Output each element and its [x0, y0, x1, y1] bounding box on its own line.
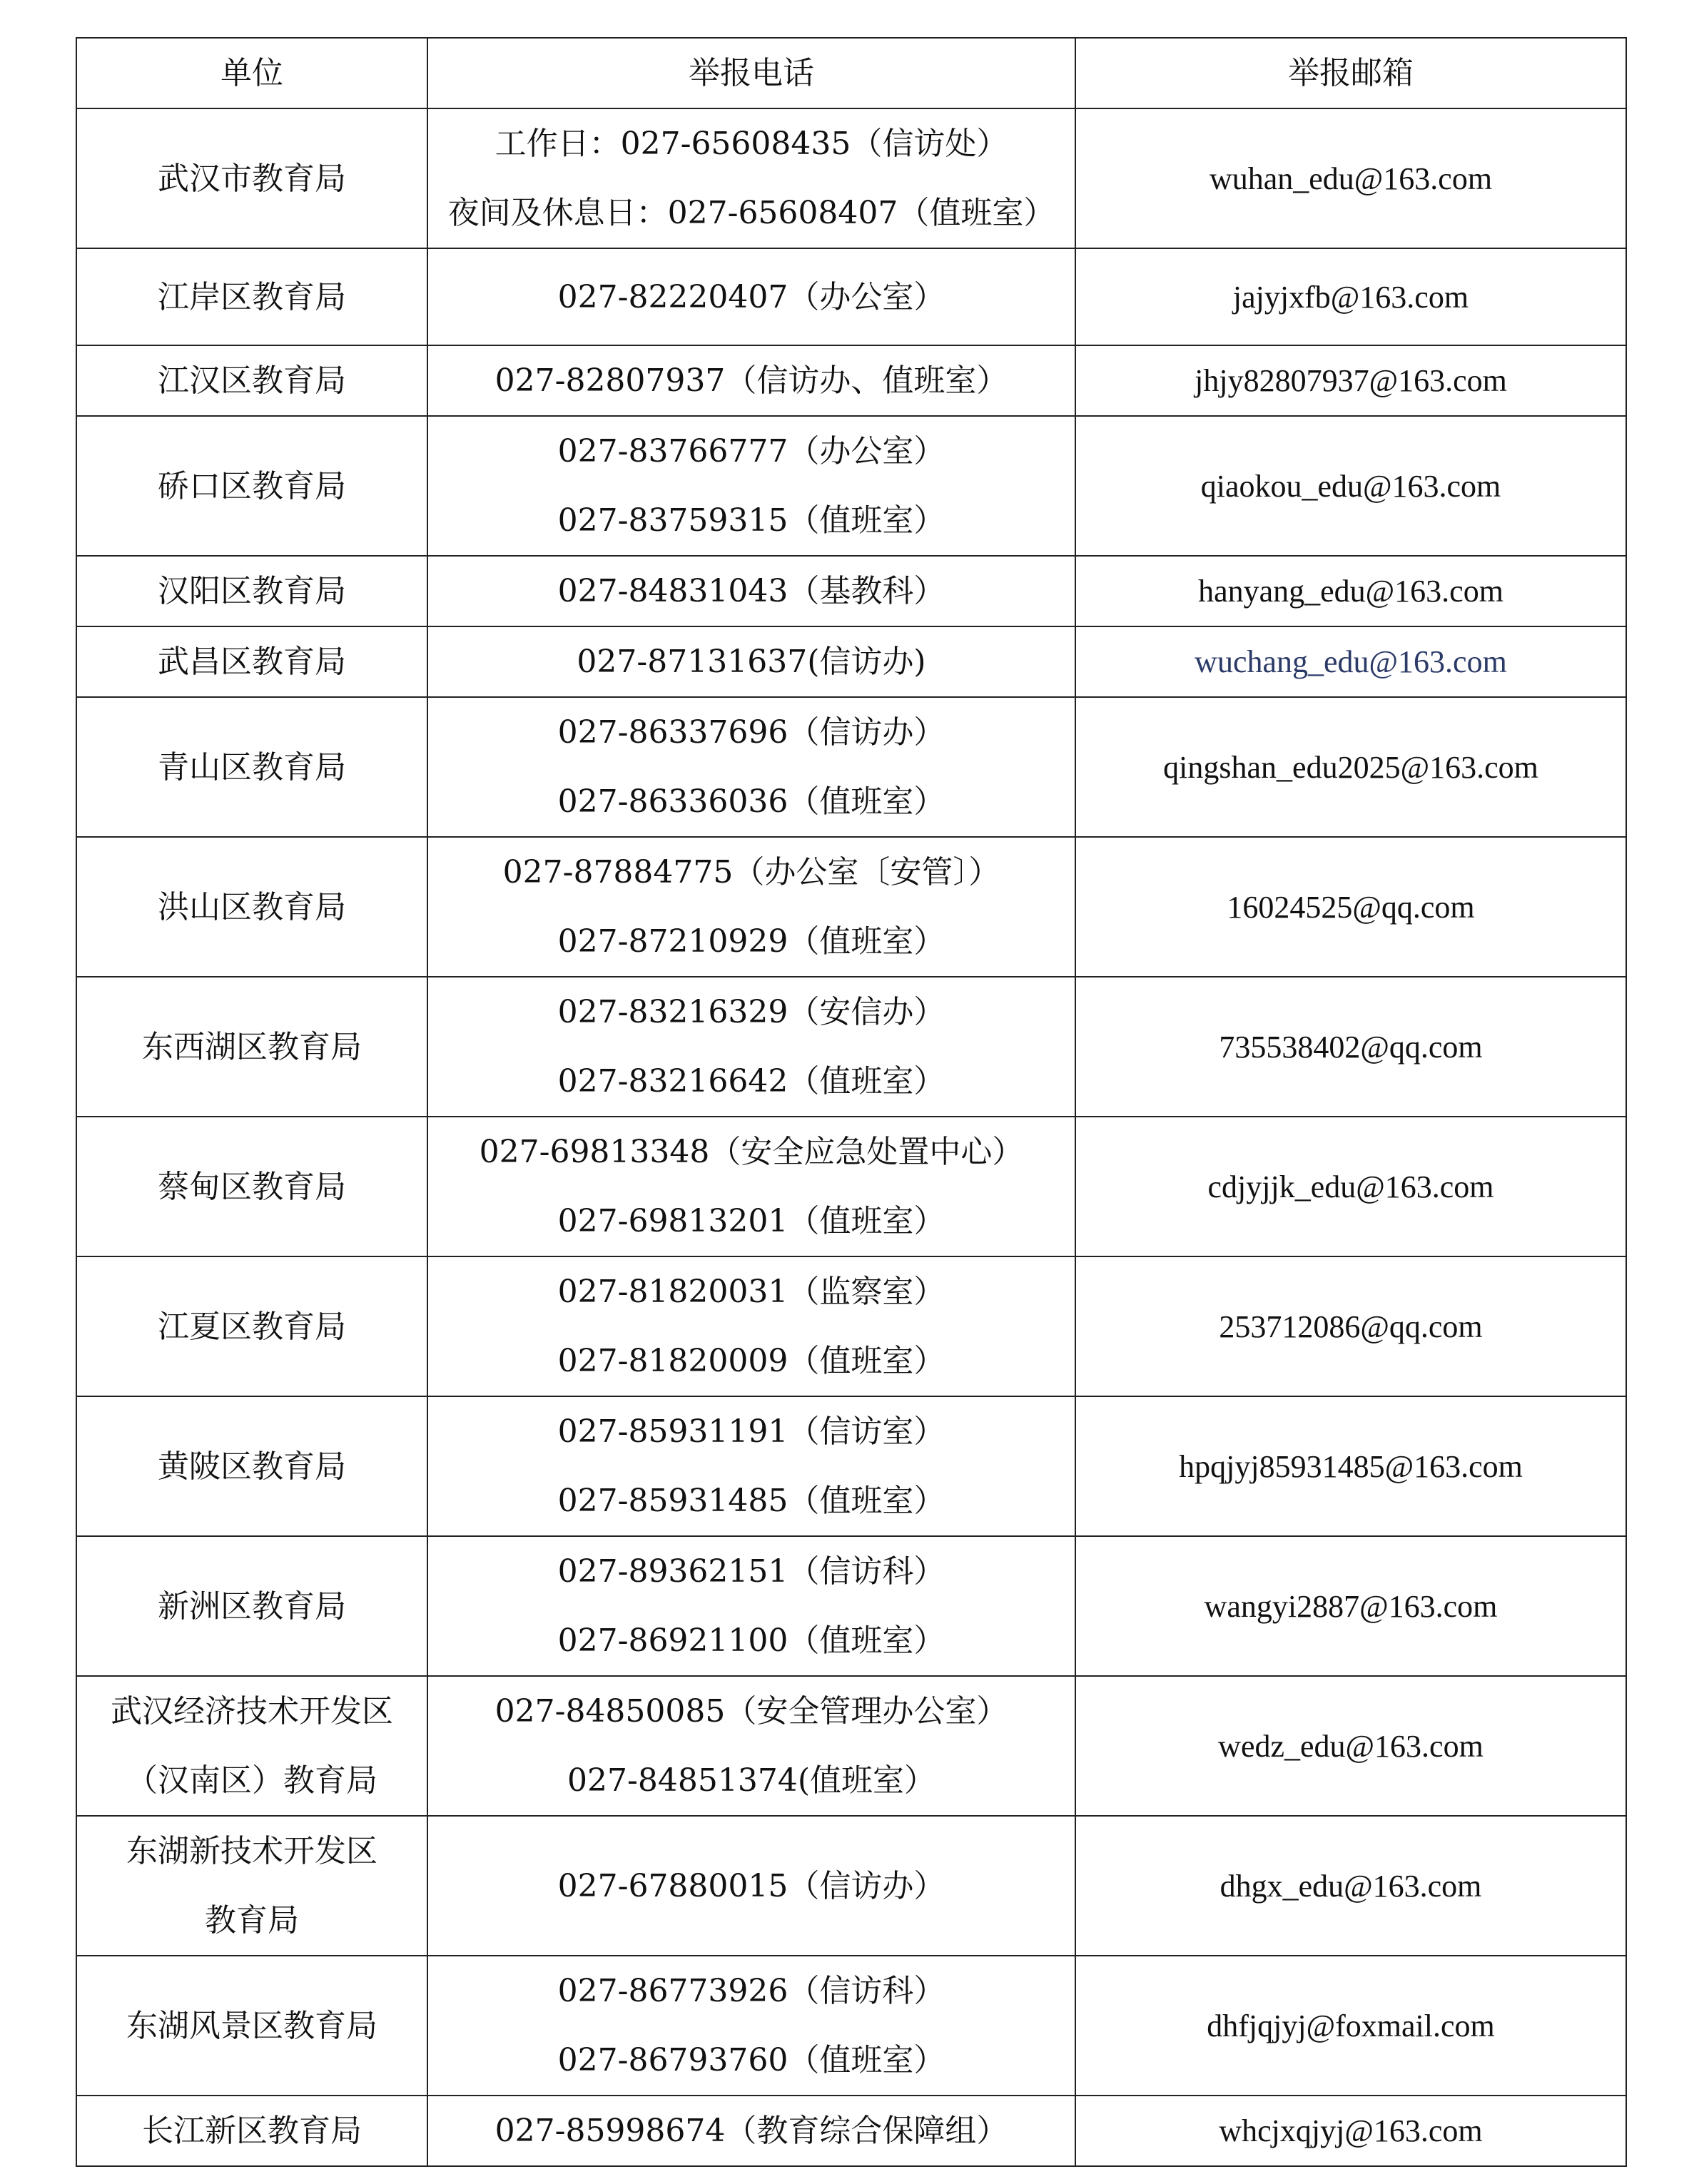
email-address[interactable]: 735538402@qq.com [1075, 977, 1626, 1117]
phone-number: 027-85931191（信访室） [557, 1413, 945, 1450]
email-address[interactable]: 253712086@qq.com [1075, 1256, 1626, 1396]
table-row [76, 1117, 1626, 1256]
phone-cell [427, 1536, 1075, 1676]
unit-name: 武汉经济技术开发区 [111, 1693, 393, 1730]
phone-number: 027-86337696（信访办） [557, 714, 945, 751]
table-row [76, 345, 1626, 416]
header-unit: 单位 [76, 38, 427, 108]
unit-cell [76, 248, 427, 345]
unit-name: 新洲区教育局 [158, 1588, 346, 1625]
phone-cell [427, 1256, 1075, 1396]
unit-name: 洪山区教育局 [158, 888, 346, 925]
unit-name: 东湖风景区教育局 [126, 2007, 377, 2044]
phone-number: 027-86793760（值班室） [557, 2042, 945, 2078]
phone-number: 027-82220407（办公室） [557, 278, 945, 315]
table-row [76, 416, 1626, 556]
phone-cell [427, 556, 1075, 626]
unit-name: 江汉区教育局 [158, 362, 346, 399]
unit-cell [76, 626, 427, 697]
unit-cell [76, 1536, 427, 1676]
unit-name: 东西湖区教育局 [142, 1028, 362, 1065]
email-address[interactable]: dhfjqjyj@foxmail.com [1075, 1956, 1626, 2096]
phone-cell [427, 2096, 1075, 2166]
table-row [76, 2096, 1626, 2166]
unit-cell [76, 1956, 427, 2096]
email-address[interactable]: hpqjyj85931485@163.com [1075, 1396, 1626, 1536]
email-address[interactable]: wangyi2887@163.com [1075, 1536, 1626, 1676]
email-address[interactable]: cdjyjjk_edu@163.com [1075, 1117, 1626, 1256]
phone-number: 027-89362151（信访科） [557, 1553, 945, 1590]
phone-cell [427, 416, 1075, 556]
phone-number: 027-85998674（教育综合保障组） [495, 2113, 1008, 2149]
unit-cell [76, 345, 427, 416]
unit-name: 武汉市教育局 [158, 160, 346, 197]
phone-number: 027-81820031（监察室） [557, 1274, 945, 1310]
phone-number: 027-86773926（信访科） [557, 1973, 945, 2009]
phone-cell [427, 1816, 1075, 1956]
email-address[interactable]: wuchang_edu@163.com [1075, 626, 1626, 697]
table-row [76, 556, 1626, 626]
table-row [76, 977, 1626, 1117]
table-row [76, 108, 1626, 248]
unit-cell [76, 108, 427, 248]
email-address[interactable]: dhgx_edu@163.com [1075, 1816, 1626, 1956]
phone-cell [427, 1117, 1075, 1256]
phone-cell [427, 108, 1075, 248]
phone-number: 027-86336036（值班室） [557, 783, 945, 820]
phone-cell [427, 977, 1075, 1117]
phone-cell [427, 248, 1075, 345]
unit-name: 汉阳区教育局 [158, 573, 346, 609]
table-header-row [76, 38, 1626, 108]
phone-number: 027-82807937（信访办、值班室） [495, 362, 1008, 399]
phone-number: 027-83759315（值班室） [557, 502, 945, 539]
phone-number: 027-69813201（值班室） [557, 1203, 945, 1239]
phone-cell [427, 697, 1075, 837]
email-address[interactable]: jajyjxfb@163.com [1075, 248, 1626, 345]
unit-cell [76, 837, 427, 977]
unit-name: 长江新区教育局 [142, 2113, 362, 2149]
table-row [76, 248, 1626, 345]
phone-number: 027-84850085（安全管理办公室） [495, 1693, 1008, 1730]
phone-number: 027-85931485（值班室） [557, 1483, 945, 1519]
email-address[interactable]: wedz_edu@163.com [1075, 1676, 1626, 1816]
phone-number: 027-87210929（值班室） [557, 923, 945, 960]
unit-cell [76, 1396, 427, 1536]
unit-name: 黄陂区教育局 [158, 1448, 346, 1485]
unit-name: （汉南区）教育局 [126, 1762, 377, 1799]
unit-cell [76, 2096, 427, 2166]
phone-number: 夜间及休息日：027-65608407（值班室） [447, 195, 1055, 231]
header-phone: 举报电话 [427, 38, 1075, 108]
unit-name: 江夏区教育局 [158, 1308, 346, 1345]
email-address[interactable]: wuhan_edu@163.com [1075, 108, 1626, 248]
table-row [76, 697, 1626, 837]
unit-cell [76, 697, 427, 837]
unit-cell [76, 1256, 427, 1396]
email-address[interactable]: qiaokou_edu@163.com [1075, 416, 1626, 556]
email-address[interactable]: 16024525@qq.com [1075, 837, 1626, 977]
table-body [76, 108, 1626, 2166]
phone-number: 工作日：027-65608435（信访处） [495, 126, 1008, 162]
phone-number: 027-81820009（值班室） [557, 1343, 945, 1379]
table-row [76, 1256, 1626, 1396]
phone-number: 027-83766777（办公室） [557, 433, 945, 469]
table-row [76, 837, 1626, 977]
phone-cell [427, 345, 1075, 416]
table-row [76, 1816, 1626, 1956]
phone-number: 027-84851374(值班室） [567, 1762, 935, 1799]
email-address[interactable]: jhjy82807937@163.com [1075, 345, 1626, 416]
table-row [76, 1956, 1626, 2096]
unit-name: 青山区教育局 [158, 748, 346, 786]
unit-cell [76, 1816, 427, 1956]
phone-number: 027-87131637(信访办) [577, 644, 926, 680]
report-contacts-table [76, 37, 1627, 2167]
unit-name: 江岸区教育局 [158, 278, 346, 315]
phone-number: 027-83216329（安信办） [557, 994, 945, 1030]
unit-cell [76, 1117, 427, 1256]
header-email: 举报邮箱 [1075, 38, 1626, 108]
email-address[interactable]: whcjxqjyj@163.com [1075, 2096, 1626, 2166]
phone-cell [427, 837, 1075, 977]
email-address[interactable]: hanyang_edu@163.com [1075, 556, 1626, 626]
email-address[interactable]: qingshan_edu2025@163.com [1075, 697, 1626, 837]
unit-name: 硚口区教育局 [158, 467, 346, 504]
unit-name: 东湖新技术开发区 [126, 1833, 377, 1869]
phone-number: 027-86921100（值班室） [557, 1622, 945, 1659]
unit-cell [76, 556, 427, 626]
table-row [76, 1396, 1626, 1536]
phone-number: 027-69813348（安全应急处置中心） [479, 1134, 1024, 1170]
unit-cell [76, 1676, 427, 1816]
phone-number: 027-87884775（办公室〔安管〕） [502, 854, 1000, 890]
phone-cell [427, 1396, 1075, 1536]
phone-number: 027-83216642（值班室） [557, 1063, 945, 1099]
unit-name: 武昌区教育局 [158, 644, 346, 680]
phone-number: 027-84831043（基教科） [557, 573, 945, 609]
phone-number: 027-67880015（信访办） [557, 1867, 945, 1904]
unit-cell [76, 416, 427, 556]
table-row [76, 1676, 1626, 1816]
unit-name: 教育局 [205, 1902, 299, 1939]
phone-cell [427, 1956, 1075, 2096]
table-row [76, 626, 1626, 697]
phone-cell [427, 1676, 1075, 1816]
unit-name: 蔡甸区教育局 [158, 1168, 346, 1205]
table-row [76, 1536, 1626, 1676]
phone-cell [427, 626, 1075, 697]
unit-cell [76, 977, 427, 1117]
